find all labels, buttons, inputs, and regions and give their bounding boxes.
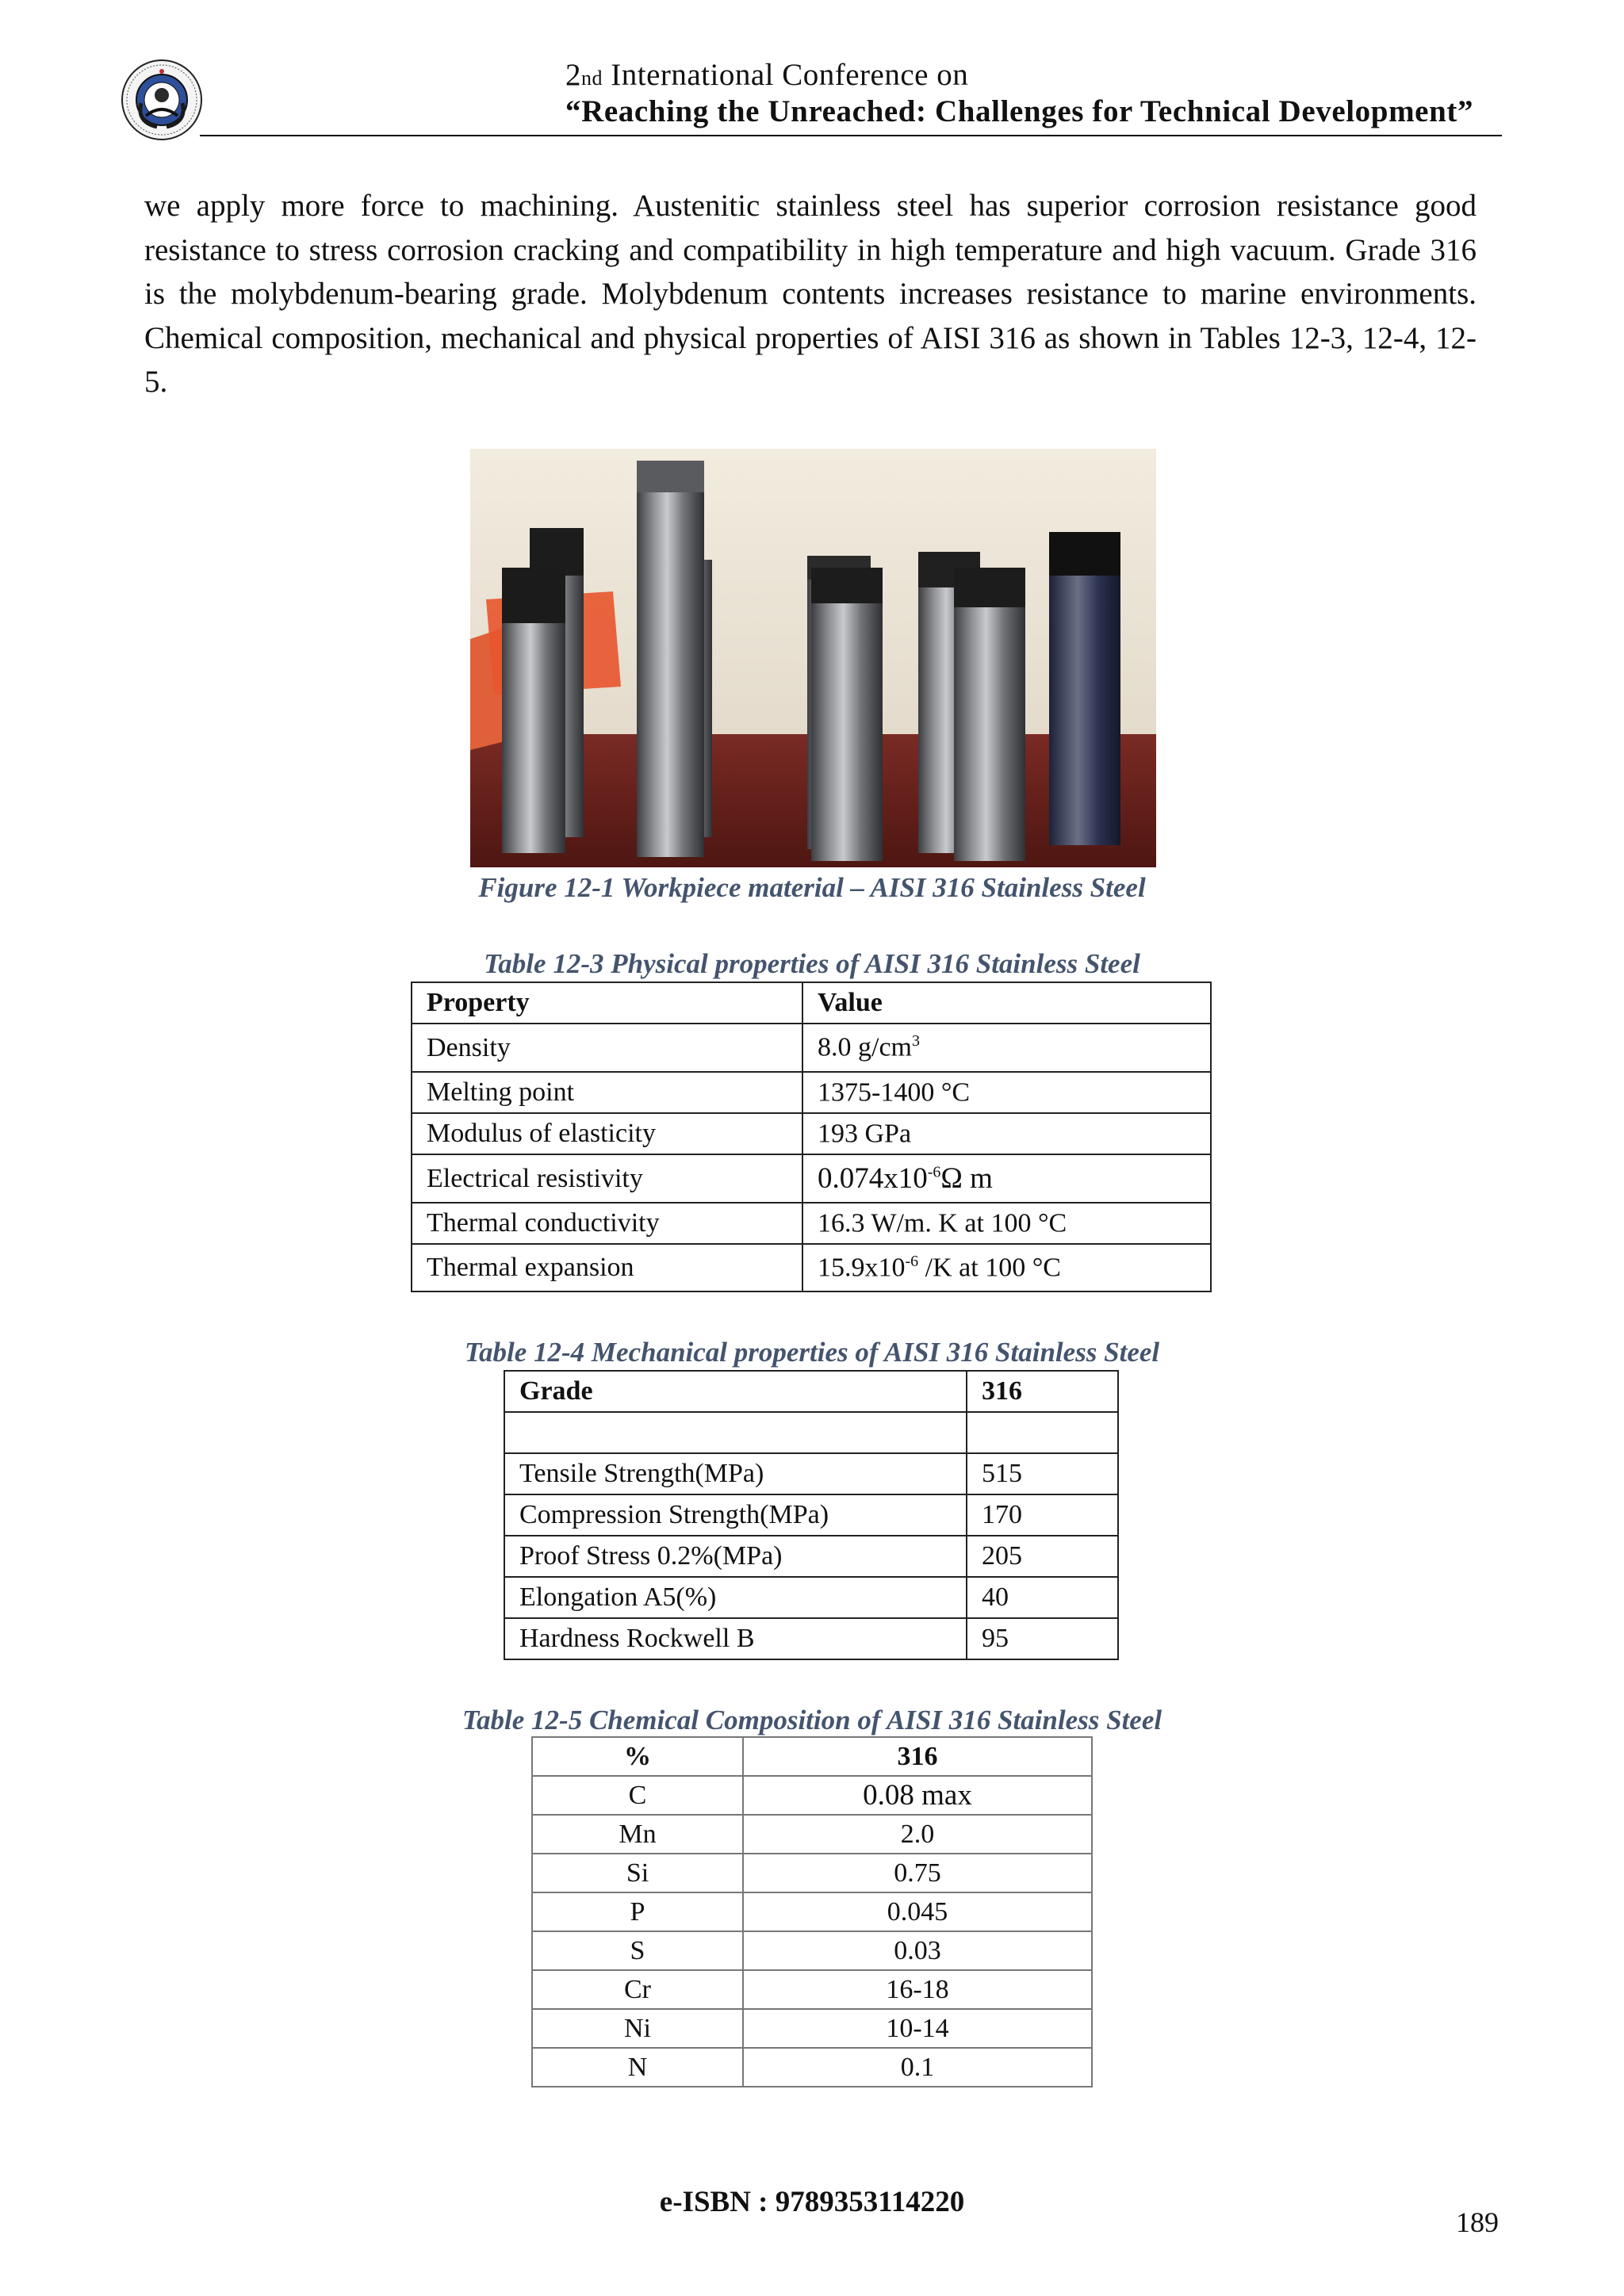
table-12-5-chemical-composition (531, 1736, 1093, 2087)
header-cell-316: 316 (967, 1371, 1118, 1412)
footer-isbn: e-ISBN : 9789353114220 (659, 2186, 965, 2218)
table-row (412, 1024, 1211, 1072)
value-cell: 0.1 (743, 2048, 1092, 2087)
table-row (532, 1815, 1092, 1854)
header-cell-value: Value (802, 982, 1211, 1024)
property-cell: Melting point (412, 1072, 802, 1113)
conference-theme: “Reaching the Unreached: Challenges for Technical Development” (565, 94, 1474, 128)
property-cell: Thermal expansion (412, 1244, 802, 1292)
table-row (412, 1072, 1211, 1113)
conference-logo (121, 59, 203, 141)
table-row (504, 1412, 1118, 1453)
header-cell-property: Property (412, 982, 802, 1024)
property-cell: Thermal conductivity (412, 1203, 802, 1244)
table-row (412, 1154, 1211, 1203)
property-cell: Density (412, 1024, 802, 1072)
header-cell-grade: Grade (504, 1371, 967, 1412)
table-row (504, 1577, 1118, 1618)
property-cell: Hardness Rockwell B (504, 1618, 967, 1659)
table-row (532, 1854, 1092, 1892)
table-row (504, 1536, 1118, 1577)
table-row (412, 1113, 1211, 1154)
value-cell: 170 (967, 1494, 1118, 1536)
value-cell: 205 (967, 1536, 1118, 1577)
table-row (532, 1776, 1092, 1815)
value-cell: 16-18 (743, 1970, 1092, 2009)
value-cell: $15.9x10^{-6}$ /K at 100 °C (802, 1244, 1211, 1292)
table-row (532, 2009, 1092, 2048)
header-cell-percent: % (532, 1737, 743, 1776)
header-cell-316: 316 (743, 1737, 1092, 1776)
table-header-row (504, 1371, 1118, 1412)
table-row (412, 1203, 1211, 1244)
table-12-3-caption: Table 12-3 Physical properties of AISI 316 Stainless Steel (484, 948, 1140, 979)
value-cell: 0.08 max (743, 1776, 1092, 1815)
conference-title-line1 (565, 57, 968, 93)
table-row (412, 1244, 1211, 1292)
property-cell: Proof Stress 0.2%(MPa) (504, 1536, 967, 1577)
element-cell: N (532, 2048, 743, 2087)
property-cell (504, 1412, 967, 1453)
value-cell: 515 (967, 1453, 1118, 1494)
property-cell: Elongation A5(%) (504, 1577, 967, 1618)
conference-name: International Conference on (611, 58, 969, 92)
value-cell: 8.0 $g/cm^3$ (802, 1024, 1211, 1072)
value-cell: 95 (967, 1618, 1118, 1659)
table-header-row (412, 982, 1211, 1024)
table-row (504, 1494, 1118, 1536)
table-12-3-physical-properties (411, 982, 1212, 1292)
value-cell: 16.3 W/m. K at 100 °C (802, 1203, 1211, 1244)
page-number: 189 (1456, 2206, 1499, 2238)
property-cell: Compression Strength(MPa) (504, 1494, 967, 1536)
conference-ordinal-number: 2 (565, 58, 581, 92)
table-12-4-mechanical-properties (504, 1370, 1119, 1660)
element-cell: P (532, 1892, 743, 1931)
figure-caption: Figure 12-1 Workpiece material – AISI 316 Stainless Steel (478, 872, 1146, 903)
table-12-5-caption: Table 12-5 Chemical Composition of AISI 316 Stainless Steel (462, 1705, 1162, 1735)
value-cell: 40 (967, 1577, 1118, 1618)
value-cell: 1375-1400 °C (802, 1072, 1211, 1113)
table-12-4-caption: Table 12-4 Mechanical properties of AISI 316 Stainless Steel (464, 1337, 1160, 1368)
conference-ordinal-suffix: nd (581, 67, 603, 90)
element-cell: Ni (532, 2009, 743, 2048)
element-cell: Si (532, 1854, 743, 1892)
workpiece-photo (470, 449, 1156, 867)
element-cell: C (532, 1776, 743, 1815)
table-row (532, 1892, 1092, 1931)
value-cell: 10-14 (743, 2009, 1092, 2048)
value-cell (967, 1412, 1118, 1453)
table-row (532, 1931, 1092, 1970)
body-paragraph: we apply more force to machining. Austenitic stainless steel has superior corrosion resistance good resistance to stress corrosion cracking and compatibility in high temperature and high vacuum. Grade 316 is the molybdenum-bearing grade. Molybdenum contents increases resistance to marine environments. Chemical composition, mechanical and physical properties of AISI 316 as shown in Tables 12-3, 12-4, 12-5. (144, 189, 1477, 399)
property-cell: Electrical resistivity (412, 1154, 802, 1203)
table-header-row (532, 1737, 1092, 1776)
value-cell: 2.0 (743, 1815, 1092, 1854)
element-cell: S (532, 1931, 743, 1970)
value-cell: $0.074x10^{-6}\Omega$ m (802, 1154, 1211, 1203)
table-row (504, 1618, 1118, 1659)
table-row (532, 1970, 1092, 2009)
property-cell: Modulus of elasticity (412, 1113, 802, 1154)
value-cell: 0.75 (743, 1854, 1092, 1892)
element-cell: Cr (532, 1970, 743, 2009)
header-rule (200, 135, 1502, 136)
element-cell: Mn (532, 1815, 743, 1854)
table-row (504, 1453, 1118, 1494)
value-cell: 193 GPa (802, 1113, 1211, 1154)
table-row (532, 2048, 1092, 2087)
property-cell: Tensile Strength(MPa) (504, 1453, 967, 1494)
value-cell: 0.03 (743, 1931, 1092, 1970)
value-cell: 0.045 (743, 1892, 1092, 1931)
